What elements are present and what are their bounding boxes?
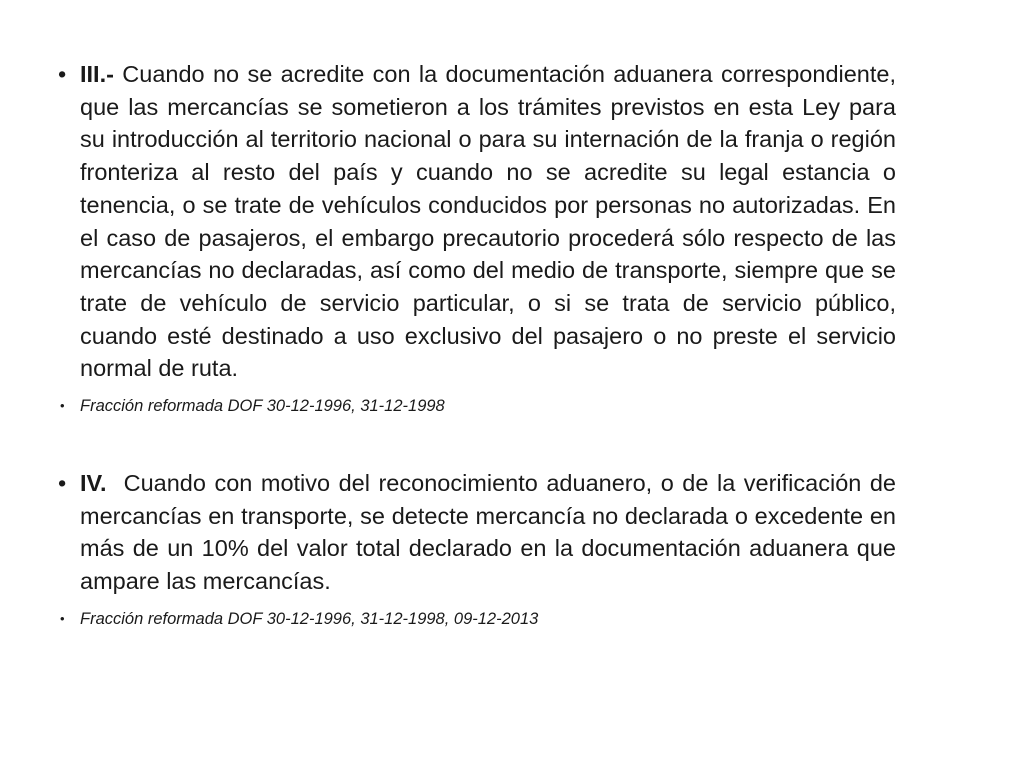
fraction-iii-label: III.- <box>80 61 114 87</box>
fraction-iii-reform-note: Fracción reformada DOF 30-12-1996, 31-12-1998 <box>80 397 445 416</box>
fraction-iv-label: IV. <box>80 470 107 497</box>
fraction-iii-text: Cuando no se acredite con la documentación aduanera correspondiente, que las mercancías se sometieron a los trámites previstos en esta Ley para su introducción al territorio nacional o para su internación de la franja o región fronteriza al resto del país y cuando no se acredite su legal estancia o tenencia, o se trate de vehículos conducidos por personas no autorizadas. En el caso de pasajeros, el embargo precautorio procederá sólo respecto de las mercancías no declaradas, así como del medio de transporte, siempre que se trate de vehículo de servicio particular, o si se trata de servicio público, cuando esté destinado a uso exclusivo del pasajero o no preste el servicio normal de ruta. <box>80 61 896 382</box>
fraction-iv-paragraph <box>80 467 903 598</box>
spacer <box>58 417 896 467</box>
bullet-item-note-iii <box>58 395 896 417</box>
fraction-iii-paragraph <box>80 58 896 385</box>
bullet-icon: • <box>60 398 65 414</box>
bullet-icon: • <box>58 61 67 87</box>
slide-content <box>58 58 903 630</box>
bullet-item-note-iv <box>58 608 896 630</box>
fraction-iv-text: Cuando con motivo del reconocimiento aduanero, o de la verificación de mercancías en transporte, se detecte mercancía no declarada o excedente en más de un 10% del valor total declarado en la documentación aduanera que ampare las mercancías. <box>80 470 903 595</box>
bullet-item-fraction-iv <box>58 467 903 598</box>
bullet-item-fraction-iii <box>58 58 896 385</box>
bullet-icon: • <box>58 470 67 497</box>
bullet-icon: • <box>60 610 65 626</box>
fraction-iv-reform-note: Fracción reformada DOF 30-12-1996, 31-12-1998, 09-12-2013 <box>80 609 539 628</box>
